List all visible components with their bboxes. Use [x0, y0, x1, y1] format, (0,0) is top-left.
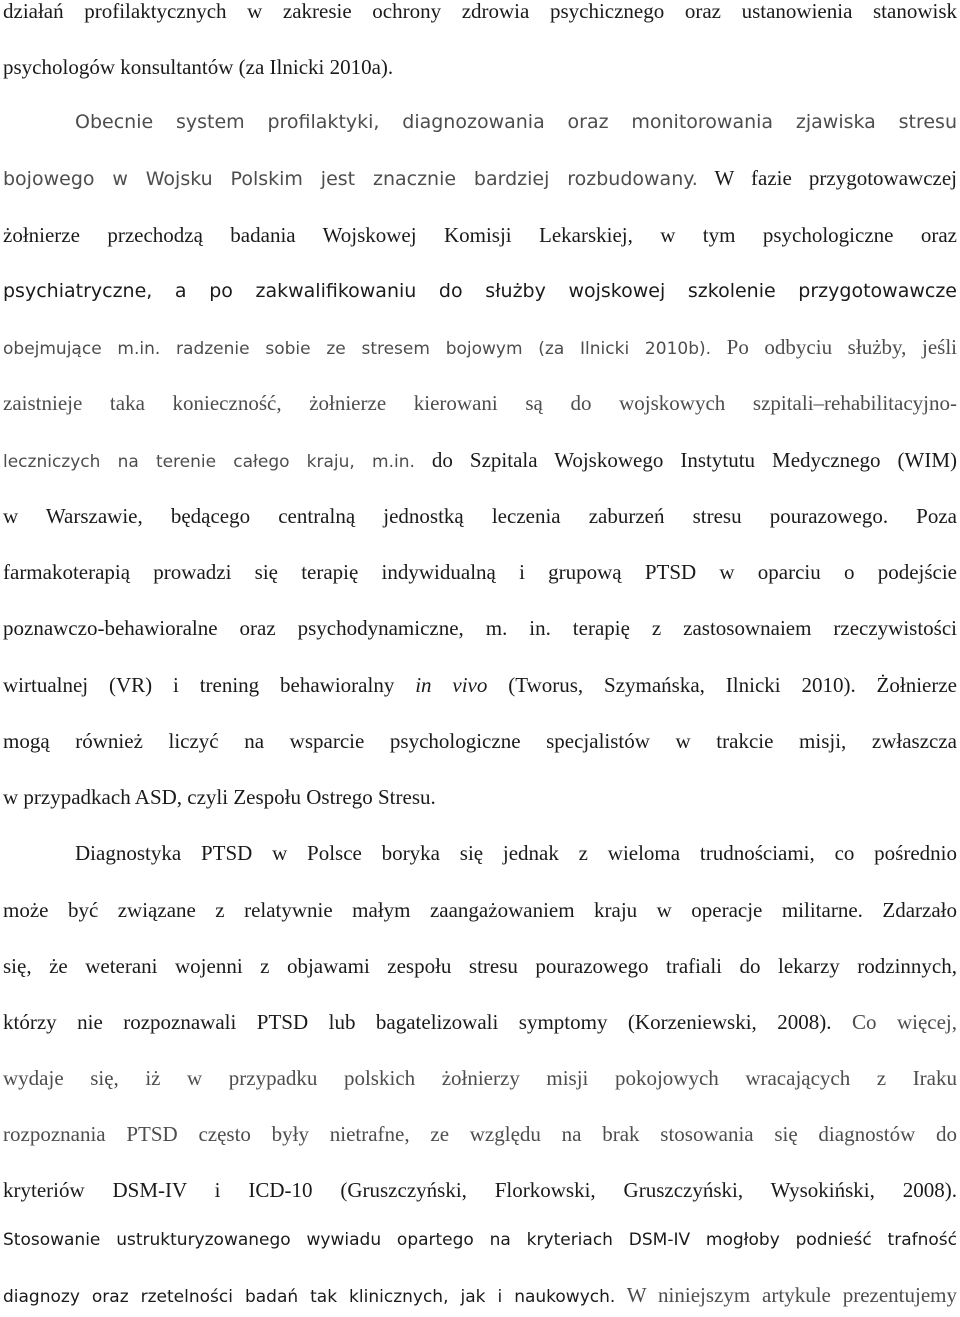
text-line-13: wirtualnej (VR) i trening behawioralny in vivo (Tworus, Szymańska, Ilnicki 2010). Żołnierze: [3, 673, 958, 697]
text-line-10: w Warszawie, będącego centralną jednostką leczenia zaburzeń stresu pourazowego. Poza: [3, 504, 957, 528]
text-line-14: mogą również liczyć na wsparcie psychologiczne specjalistów w trakcie misji, zwłaszcza: [3, 729, 957, 753]
text-line-4: bojowego w Wojsku Polskim jest znacznie bardziej rozbudowany. W fazie przygotowawczej: [3, 166, 958, 190]
text-line-21: rozpoznania PTSD często były nietrafne, ze względu na brak stosowania się diagnostów do: [3, 1122, 957, 1146]
text-line-19: którzy nie rozpoznawali PTSD lub bagatelizowali symptomy (Korzeniewski, 2008). Co więcej,: [3, 1010, 957, 1034]
text-line-1: działań profilaktycznych w zakresie ochrony zdrowia psychicznego oraz ustanowienia stanowisk: [3, 0, 957, 23]
text-line-7: obejmujące m.in. radzenie sobie ze stresem bojowym (za Ilnicki 2010b). Po odbyciu służby, jeśli: [3, 335, 957, 359]
text-line-6: psychiatryczne, a po zakwalifikowaniu do służby wojskowej szkolenie przygotowawcze: [3, 280, 957, 302]
text-line-3: Obecnie system profilaktyki, diagnozowania oraz monitorowania zjawiska stresu: [75, 111, 957, 133]
text-line-23: Stosowanie ustrukturyzowanego wywiadu opartego na kryteriach DSM-IV mogłoby podnieść trafność: [3, 1230, 957, 1250]
text-line-16: Diagnostyka PTSD w Polsce boryka się jednak z wieloma trudnościami, co pośrednio: [75, 841, 957, 865]
text-line-12: poznawczo-behawioralne oraz psychodynamiczne, m. in. terapię z zastosownaiem rzeczywistości: [3, 616, 957, 640]
text-line-8: zaistnieje taka konieczność, żołnierze kierowani są do wojskowych szpitali–rehabilitacyjno-: [3, 391, 957, 415]
text-line-9: leczniczych na terenie całego kraju, m.in. do Szpitala Wojskowego Instytutu Medycznego (WIM): [3, 448, 957, 472]
text-line-17: może być związane z relatywnie małym zaangażowaniem kraju w operacje militarne. Zdarzało: [3, 898, 957, 922]
text-line-22: kryteriów DSM-IV i ICD-10 (Gruszczyński, Florkowski, Gruszczyński, Wysokiński, 2008).: [3, 1178, 957, 1202]
text-line-2: psychologów konsultantów (za Ilnicki 2010a).: [3, 55, 394, 79]
text-line-20: wydaje się, iż w przypadku polskich żołnierzy misji pokojowych wracających z Iraku: [3, 1066, 957, 1090]
text-line-18: się, że weterani wojenni z objawami zespołu stresu pourazowego trafiali do lekarzy rodzinnych,: [3, 954, 957, 978]
document-page: [3, 0, 957, 1311]
text-line-5: żołnierze przechodzą badania Wojskowej Komisji Lekarskiej, w tym psychologiczne oraz: [3, 223, 957, 247]
text-line-15: w przypadkach ASD, czyli Zespołu Ostrego Stresu.: [3, 785, 436, 809]
text-line-24: diagnozy oraz rzetelności badań tak klinicznych, jak i naukowych. W niniejszym artykule prezentujemy: [3, 1283, 957, 1307]
text-line-11: farmakoterapią prowadzi się terapię indywidualną i grupową PTSD w oparciu o podejście: [3, 560, 957, 584]
